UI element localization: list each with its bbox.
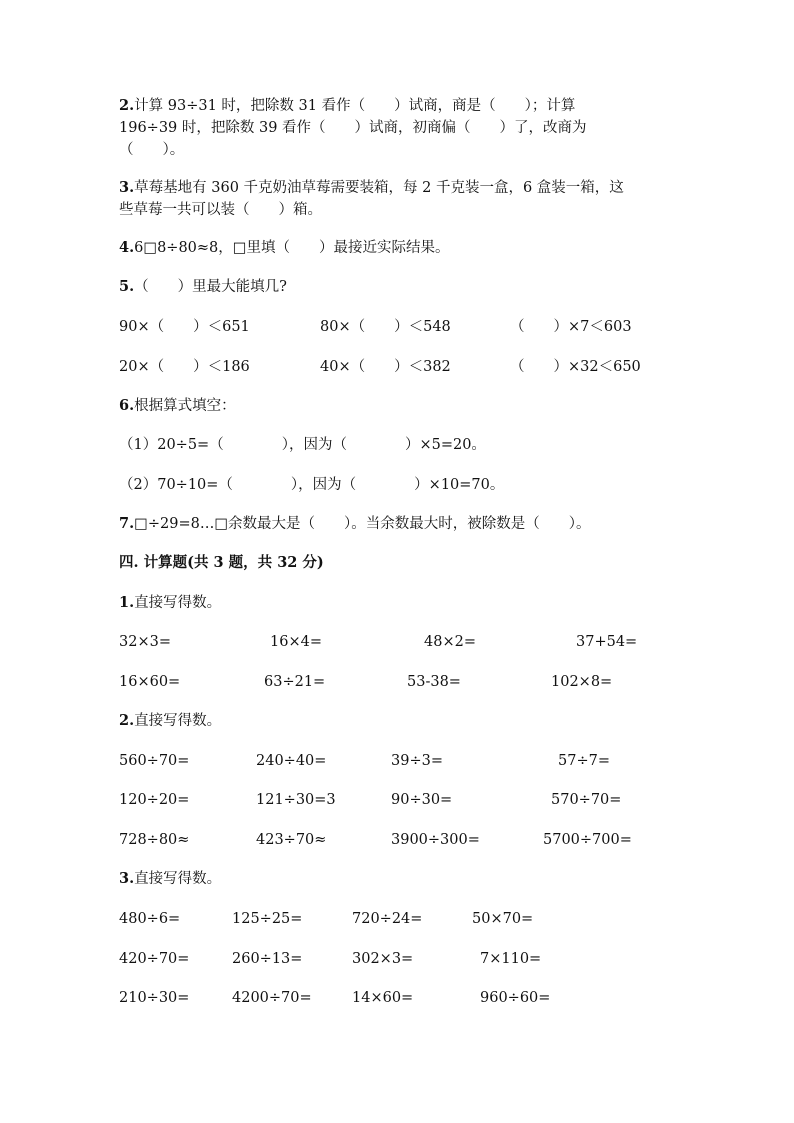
calc-item: 48×2= bbox=[424, 634, 476, 650]
question-2-line-3: （ ）。 bbox=[119, 142, 185, 158]
calc-item: 16×60= bbox=[119, 674, 181, 690]
calc-item: 7×110= bbox=[480, 951, 542, 967]
fill-in-item: 90×（ ）＜651 bbox=[119, 319, 250, 335]
question-6 bbox=[119, 396, 236, 416]
calc-item: 210÷30= bbox=[119, 990, 190, 1006]
question-text: （ ）里最大能填几? bbox=[134, 279, 287, 295]
calc-item: 3900÷300= bbox=[391, 832, 480, 848]
calc-question-1 bbox=[119, 593, 221, 613]
question-text: 草莓基地有 360 千克奶油草莓需要装箱，每 2 千克装一盒，6 盒装一箱，这 bbox=[134, 180, 624, 196]
question-6-item-1: （1）20÷5=（ ），因为（ ）×5=20。 bbox=[119, 437, 486, 453]
question-4 bbox=[119, 238, 449, 258]
question-text: 直接写得数。 bbox=[134, 713, 222, 729]
question-number: 1. bbox=[119, 594, 135, 611]
calc-item: 240÷40= bbox=[256, 753, 327, 769]
calc-item: 420÷70= bbox=[119, 951, 190, 967]
question-text: 直接写得数。 bbox=[134, 595, 222, 611]
calc-item: 728÷80≈ bbox=[119, 832, 190, 848]
question-number: 7. bbox=[119, 515, 135, 532]
calc-item: 5700÷700= bbox=[543, 832, 632, 848]
calc-item: 57÷7= bbox=[558, 753, 610, 769]
calc-item: 50×70= bbox=[472, 911, 534, 927]
calc-item: 63÷21= bbox=[264, 674, 326, 690]
calc-item: 39÷3= bbox=[391, 753, 443, 769]
calc-item: 90÷30= bbox=[391, 792, 453, 808]
question-number: 2. bbox=[119, 712, 135, 729]
question-number: 2. bbox=[119, 97, 135, 114]
fill-in-item: 20×（ ）＜186 bbox=[119, 359, 250, 375]
question-3-line-1 bbox=[119, 178, 624, 198]
fill-in-item: 80×（ ）＜548 bbox=[320, 319, 451, 335]
section-heading: 四. 计算题(共 3 题，共 32 分) bbox=[119, 554, 324, 571]
calc-item: 125÷25= bbox=[232, 911, 303, 927]
calc-item: 121÷30=3 bbox=[256, 792, 336, 808]
calc-item: 260÷13= bbox=[232, 951, 303, 967]
question-text: 计算 93÷31 时，把除数 31 看作（ ）试商，商是（ ）；计算 bbox=[134, 98, 576, 114]
question-7 bbox=[119, 514, 591, 534]
fill-in-item: （ ）×32＜650 bbox=[510, 359, 641, 375]
question-text: 根据算式填空： bbox=[134, 398, 236, 414]
fill-in-item: （ ）×7＜603 bbox=[510, 319, 632, 335]
question-2-line-2: 196÷39 时，把除数 39 看作（ ）试商，初商偏（ ）了，改商为 bbox=[119, 120, 587, 136]
calc-item: 960÷60= bbox=[480, 990, 551, 1006]
question-text: □÷29=8…□余数最大是（ ）。当余数最大时，被除数是（ ）。 bbox=[134, 516, 591, 532]
calc-question-2 bbox=[119, 711, 221, 731]
question-number: 6. bbox=[119, 397, 135, 414]
calc-item: 53-38= bbox=[407, 674, 461, 690]
question-3-line-2: 些草莓一共可以装（ ）箱。 bbox=[119, 202, 322, 218]
calc-item: 16×4= bbox=[270, 634, 322, 650]
calc-item: 102×8= bbox=[551, 674, 613, 690]
calc-item: 14×60= bbox=[352, 990, 414, 1006]
calc-item: 120÷20= bbox=[119, 792, 190, 808]
question-number: 4. bbox=[119, 239, 135, 256]
question-6-item-2: （2）70÷10=（ ），因为（ ）×10=70。 bbox=[119, 477, 505, 493]
calc-item: 480÷6= bbox=[119, 911, 181, 927]
question-number: 5. bbox=[119, 278, 135, 295]
calc-question-3 bbox=[119, 869, 221, 889]
calc-item: 37+54= bbox=[576, 634, 638, 650]
question-number: 3. bbox=[119, 870, 135, 887]
calc-item: 560÷70= bbox=[119, 753, 190, 769]
calc-item: 423÷70≈ bbox=[256, 832, 327, 848]
fill-in-item: 40×（ ）＜382 bbox=[320, 359, 451, 375]
question-5 bbox=[119, 277, 287, 297]
question-text: 6□8÷80≈8，□里填（ ）最接近实际结果。 bbox=[134, 240, 450, 256]
question-text: 直接写得数。 bbox=[134, 871, 222, 887]
question-2-line-1 bbox=[119, 96, 575, 116]
calc-item: 4200÷70= bbox=[232, 990, 312, 1006]
calc-item: 302×3= bbox=[352, 951, 414, 967]
calc-item: 32×3= bbox=[119, 634, 171, 650]
calc-item: 570÷70= bbox=[551, 792, 622, 808]
question-number: 3. bbox=[119, 179, 135, 196]
calc-item: 720÷24= bbox=[352, 911, 423, 927]
